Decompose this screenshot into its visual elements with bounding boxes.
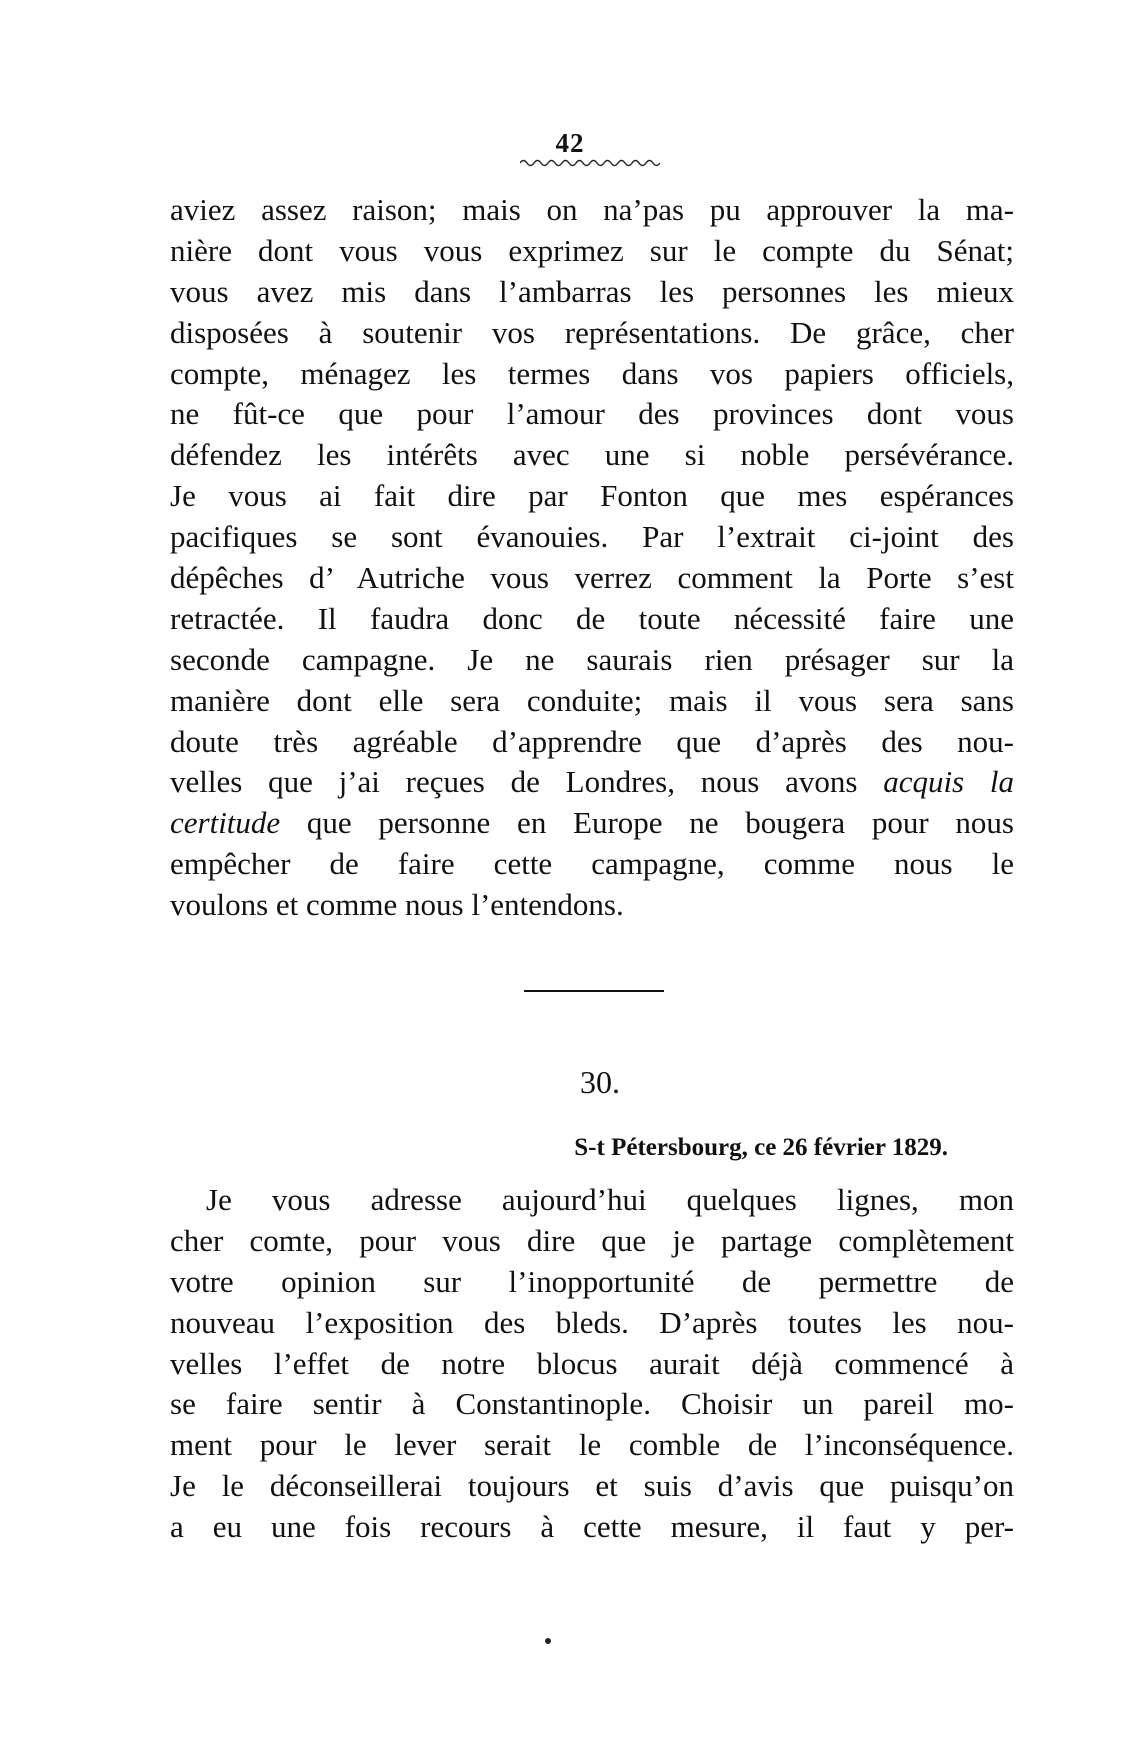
text-line: velles l’effet de notre blocus aurait déjà commencé à — [170, 1345, 1014, 1381]
text-line: Je vous ai fait dire par Fonton que mes espérances — [170, 478, 1014, 514]
print-speck — [545, 1638, 551, 1644]
italic-phrase-part-2: certitude — [170, 805, 281, 841]
text-line: retractée. Il faudra donc de toute nécessité faire une — [170, 600, 1014, 636]
text-line-with-italic — [170, 803, 1014, 844]
text-line: disposées à soutenir vos représentations. De grâce, cher — [170, 314, 1014, 350]
page-number: 42 — [555, 128, 585, 158]
letter-30-body — [170, 1180, 1014, 1548]
text-line: manière dont elle sera conduite; mais il vous sera sans — [170, 682, 1014, 718]
text-segment: velles que j’ai reçues de Londres, nous avons — [170, 764, 858, 800]
text-line: nouveau l’exposition des bleds. D’après toutes les nou- — [170, 1304, 1014, 1340]
text-segment: que personne en Europe ne bougera pour nous — [306, 805, 1014, 841]
text-line: voulons et comme nous l’entendons. — [170, 887, 624, 923]
text-line: compte, ménagez les termes dans vos papiers officiels, — [170, 355, 1014, 391]
page-number-ornament — [520, 158, 660, 168]
text-line: pacifiques se sont évanouies. Par l’extrait ci-joint des — [170, 519, 1014, 555]
letter-29-continuation — [170, 190, 1014, 926]
text-line: dépêches d’ Autriche vous verrez comment la Porte s’est — [170, 560, 1014, 596]
text-line: doute très agréable d’apprendre que d’après des nou- — [170, 723, 1014, 759]
text-line-with-italic — [170, 762, 1014, 803]
text-line: Je vous adresse aujourd’hui quelques lignes, mon — [206, 1182, 1014, 1217]
text-line: votre opinion sur l’inopportunité de permettre de — [170, 1263, 1014, 1299]
italic-phrase-part-1: acquis la — [883, 764, 1014, 800]
text-line: se faire sentir à Constantinople. Choisir un pareil mo- — [170, 1386, 1014, 1422]
text-line: ne fût-ce que pour l’amour des provinces dont vous — [170, 396, 1014, 432]
text-line: empêcher de faire cette campagne, comme nous le — [170, 846, 1014, 882]
text-line: ment pour le lever serait le comble de l’inconséquence. — [170, 1427, 1014, 1463]
text-line: vous avez mis dans l’ambarras les personnes les mieux — [170, 273, 1014, 309]
text-line: a eu une fois recours à cette mesure, il faut y per- — [170, 1509, 1014, 1545]
text-line: seconde campagne. Je ne saurais rien présager sur la — [170, 641, 1014, 677]
text-line: cher comte, pour vous dire que je partage complètement — [170, 1222, 1014, 1258]
letter-number: 30. — [580, 1064, 620, 1100]
section-separator — [524, 990, 664, 992]
text-line: aviez assez raison; mais on na’pas pu approuver la ma- — [170, 192, 1014, 227]
text-line: défendez les intérêts avec une si noble persévérance. — [170, 437, 1014, 473]
text-line: Je le déconseillerai toujours et suis d’avis que puisqu’on — [170, 1468, 1014, 1504]
text-line: nière dont vous vous exprimez sur le compte du Sénat; — [170, 232, 1014, 268]
dateline: S-t Pétersbourg, ce 26 février 1829. — [574, 1134, 948, 1161]
